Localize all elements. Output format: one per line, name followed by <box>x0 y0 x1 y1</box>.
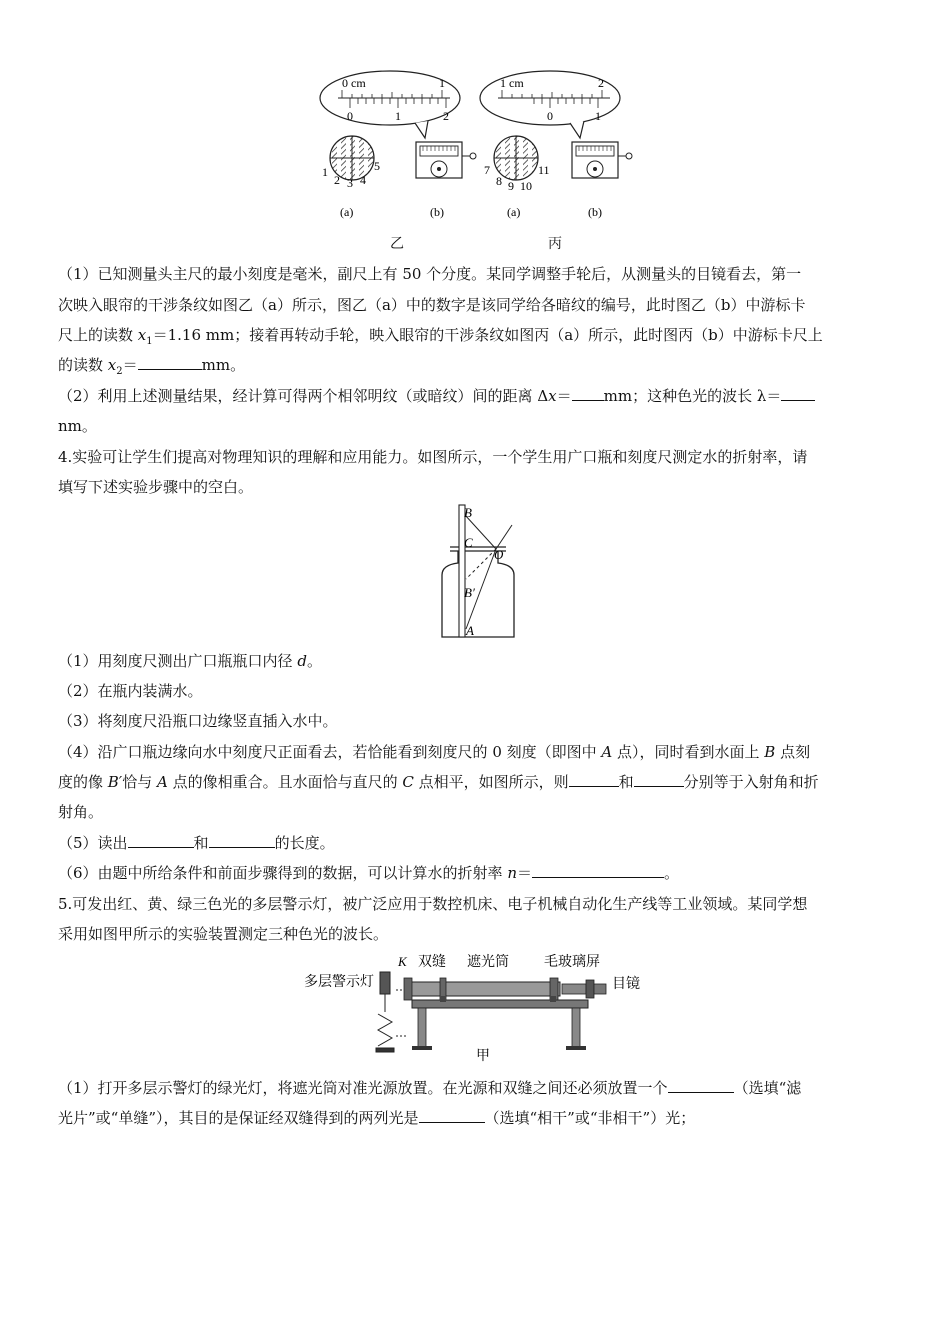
bing-device <box>572 142 632 178</box>
answer-blank-incident-angle[interactable] <box>569 772 619 787</box>
q3-part2-line2: nm。 <box>58 417 97 435</box>
bing-fringe-9: 9 <box>508 179 514 193</box>
bottle-ruler-figure <box>420 503 540 643</box>
label-B-prime: B′ <box>464 585 475 600</box>
bing-vernier-label-0: 0 <box>547 109 553 123</box>
q3-part2-line1: （2）利用上述测量结果，经计算可得两个相邻明纹（或暗纹）间的距离 Δx＝ mm；这种色光的波长 λ＝ <box>58 386 898 406</box>
light-rays <box>465 515 512 629</box>
yi-main-label-1: 1 <box>439 76 445 90</box>
yi-sub-a: (a) <box>340 205 354 219</box>
q5-intro-line1: 5.可发出红、黄、绿三色光的多层警示灯，被广泛应用于数控机床、电子机械自动化生产线等工业领域。某同学想 <box>58 895 808 913</box>
label-ground-glass-screen: 毛玻璃屏 <box>544 955 600 970</box>
answer-blank-x2[interactable] <box>138 355 202 370</box>
label-B: B <box>464 505 472 520</box>
q4-intro-line2: 填写下述实验步骤中的空白。 <box>58 478 254 496</box>
caption-jia: 甲 <box>476 1049 490 1064</box>
yi-fringe-4: 4 <box>360 173 366 187</box>
yi-vernier-label-2: 2 <box>443 109 449 123</box>
interference-apparatus-figure <box>300 950 660 1066</box>
q5-intro-line2: 采用如图甲所示的实验装置测定三种色光的波长。 <box>58 925 389 943</box>
answer-blank-coherence[interactable] <box>419 1108 485 1123</box>
answer-blank-refractive-index[interactable] <box>532 863 664 878</box>
answer-blank-delta-x[interactable] <box>572 386 604 401</box>
ruler <box>459 505 465 637</box>
bing-sub-a: (a) <box>507 205 521 219</box>
bing-fringe-10: 10 <box>520 179 532 193</box>
bing-vernier-label-1: 1 <box>595 109 601 123</box>
q3-part1-line3: 尺上的读数 $x_1=1.16$ mm；接着再转动手轮，映入眼帘的干涉条纹如图丙（a）所示，此时图丙（b）中游标卡尺上 <box>58 326 823 347</box>
q4-step4-line3: 射角。 <box>58 803 104 821</box>
yi-vernier-label-0: 0 <box>347 109 353 123</box>
label-O: O <box>494 547 504 562</box>
q4-step5: （5）读出 和 的长度。 <box>58 834 335 852</box>
q4-intro-line1: 4.实验可让学生们提高对物理知识的理解和应用能力。如图所示，一个学生用广口瓶和刻度尺测定水的折射率，请 <box>58 448 808 466</box>
bing-fringe-circle <box>484 136 550 193</box>
yi-fringe-3: 3 <box>347 176 353 190</box>
yi-fringe-1: 1 <box>322 165 328 179</box>
q5-part1-line1: （1）打开多层示警灯的绿光灯，将遮光筒对准光源放置。在光源和双缝之间还必须放置一个 （选填“滤 <box>58 1079 802 1097</box>
label-light-tube: 遮光筒 <box>467 955 509 970</box>
answer-blank-length-1[interactable] <box>128 833 194 848</box>
answer-blank-wavelength[interactable] <box>781 386 815 401</box>
answer-blank-filter-or-slit[interactable] <box>668 1078 734 1093</box>
yi-sub-b: (b) <box>430 205 444 219</box>
yi-scale-bubble <box>320 71 460 138</box>
yi-main-label-0: 0 cm <box>342 76 366 90</box>
yi-device <box>416 142 476 178</box>
q4-step3: （3）将刻度尺沿瓶口边缘竖直插入水中。 <box>58 712 338 730</box>
lamp-stand <box>376 972 406 1052</box>
yi-fringe-2: 2 <box>334 173 340 187</box>
bing-main-label-1: 2 <box>598 76 604 90</box>
label-double-slit: 双缝 <box>418 955 446 970</box>
optical-bench <box>412 1000 588 1050</box>
bing-fringe-8: 8 <box>496 174 502 188</box>
bing-scale-bubble <box>480 71 620 138</box>
q4-step4-line2: 度的像 B′恰与 A 点的像相重合。且水面恰与直尺的 C 点相平，如图所示，则 和 分别等于入射角和折 <box>58 773 819 791</box>
q3-part1-line4: 的读数 $x_2=$ mm。 <box>58 356 246 377</box>
q4-step6: （6）由题中所给条件和前面步骤得到的数据，可以计算水的折射率 n＝ 。 <box>58 864 680 882</box>
q3-part1-line2: 次映入眼帘的干涉条纹如图乙（a）所示，图乙（a）中的数字是该同学给各暗纹的编号，此时图乙（b）中游标卡 <box>58 296 806 314</box>
answer-blank-length-2[interactable] <box>209 833 275 848</box>
label-K: K <box>398 954 407 969</box>
yi-fringe-circle <box>322 136 380 190</box>
shading-tube <box>404 978 606 1002</box>
q5-part1-line2: 光片”或“单缝”），其目的是保证经双缝得到的两列光是 （选填“相干”或“非相干”）光； <box>58 1109 696 1127</box>
bing-sub-b: (b) <box>588 205 602 219</box>
bing-fringe-11: 11 <box>538 163 550 177</box>
caption-yi: 乙 <box>390 236 404 252</box>
bing-fringe-7: 7 <box>484 163 490 177</box>
q4-step4-line1: （4）沿广口瓶边缘向水中刻度尺正面看去，若恰能看到刻度尺的 0 刻度（即图中 A 点），同时看到水面上 B 点刻 <box>58 743 811 761</box>
measuring-head-figure <box>310 66 640 226</box>
q4-step1: （1）用刻度尺测出广口瓶瓶口内径 d。 <box>58 652 322 670</box>
caption-bing: 丙 <box>548 236 562 252</box>
label-eyepiece: 目镜 <box>612 977 640 992</box>
yi-vernier-label-1: 1 <box>395 109 401 123</box>
label-A: A <box>466 623 474 638</box>
label-C: C <box>464 535 473 550</box>
q3-part1-line1: （1）已知测量头主尺的最小刻度是毫米，副尺上有 50 个分度。某同学调整手轮后，从测量头的目镜看去，第一 <box>58 265 802 283</box>
label-warning-lamp: 多层警示灯 <box>304 975 374 990</box>
q4-step2: （2）在瓶内装满水。 <box>58 682 203 700</box>
answer-blank-refraction-angle[interactable] <box>634 772 684 787</box>
bing-main-label-0: 1 cm <box>500 76 524 90</box>
yi-fringe-5: 5 <box>374 159 380 173</box>
